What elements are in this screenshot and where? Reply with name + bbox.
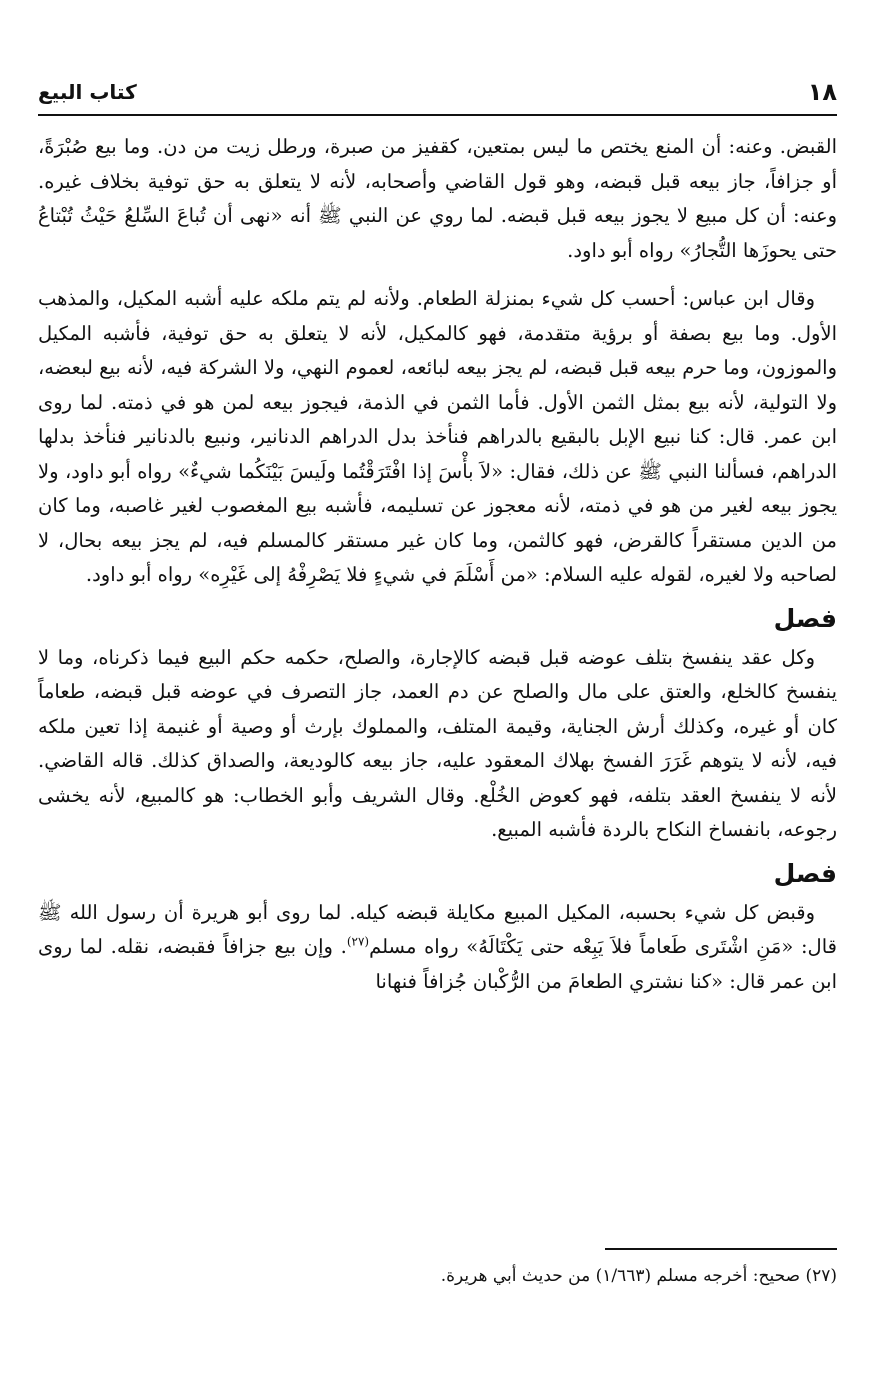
page-header (38, 70, 837, 116)
paragraph-continued: القبض. وعنه: أن المنع يختص ما ليس بمتعين، كقفيز من صبرة، ورطل زيت من دن. وما بيع صُبْرَةً، أو جزافاً، جاز بيعه قبل قبضه، وهو قول القاضي وأصحابه، لأنه لا يتعلق به حق توفية بخلاف غيره. وعنه: أن كل مبيع لا يجوز بيعه قبل قبضه. لما روي عن النبي ﷺ أنه «نهى أن تُباعَ السِّلعُ حَيْثُ تُبْتاعُ حتى يحوزَها التُّجارُ» رواه أبو داود. (38, 135, 837, 262)
footnote-separator (605, 1248, 837, 1250)
footnote: (٢٧) صحيح: أخرجه مسلم (١/٦٦٣) من حديث أبي هريرة. (440, 1266, 837, 1286)
section-paragraph (38, 896, 837, 1000)
section-text-part: . وإن بيع جزافاً فقبضه، نقله. لما روى ابن عمر قال: «كنا نشتري الطعامَ من الرُّكْبان جُزافاً فنهانا (38, 935, 837, 993)
section-paragraph: وكل عقد ينفسخ بتلف عوضه قبل قبضه كالإجارة، والصلح، حكمه حكم البيع فيما ذكرناه، وما لا ينفسخ كالخلع، والعتق على مال والصلح عن دم العمد، جاز التصرف في عوضه قبل قبضه، طعاماً كان أو غيره، وكذلك أرش الجناية، وقيمة المتلف، والمملوك بإرث أو وصية أو غنيمة إذا تعين ملكه فيه، لأنه لا يتوهم غَرَرَ الفسخ بهلاك المعقود عليه، جاز بيعه كالوديعة، والصداق كذلك. قاله القاضي. لأنه لا ينفسخ العقد بتلفه، فهو كعوض الخُلْع. وقال الشريف وأبو الخطاب: هو كالمبيع، لأنه يخشى رجوعه، بانفساخ النكاح بالردة فأشبه المبيع. (38, 645, 837, 841)
footnote-marker: (٢٧) (346, 934, 370, 949)
paragraph: وقال ابن عباس: أحسب كل شيء بمنزلة الطعام. ولأنه لم يتم ملكه عليه أشبه المكيل، والمذهب الأول. وما بيع بصفة أو برؤية متقدمة، فهو كالمكيل، لأنه لا يتعلق به حق توفية، فأشبه المكيل والموزون، وما حرم بيعه قبل قبضه، لم يجز بيعه لبائعه، لعموم النهي، ولا الشركة فيه، لأنه بيع لبعضه، ولا التولية، لأنه بيع بمثل الثمن الأول. فأما الثمن في الذمة، فيجوز بيعه لمن هو في ذمته. لما روى ابن عمر. قال: كنا نبيع الإبل بالبقيع بالدراهم فنأخذ بدل الدراهم الدنانير، ونبيع بالدنانير فنأخذ بدلها الدراهم، فسألنا النبي ﷺ عن ذلك، فقال: «لاَ بأْسَ إذا افْتَرَقْتُما ولَيسَ بَيْنَكُما شيءٌ» رواه أبو داود، ولا يجوز بيعه لغير من هو في ذمته، لأنه معجوز عن تسليمه، فأشبه بيع المغصوب لغير غاصبه، وما كان من الدين مستقراً كالقرض، فهو كالثمن، وما كان غير مستقر كالمسلم فيه، لم يجز بيعه بحال، لا لصاحبه ولا لغيره، لقوله عليه السلام: «من أَسْلَمَ في شيءٍ فلا يَصْرِفْهُ إلى غَيْرِه» رواه أبو داود. (38, 287, 837, 586)
running-title: كتاب البيع (38, 80, 137, 104)
section-heading: فصل (773, 858, 837, 888)
body-text (38, 130, 837, 999)
section-text-part: وقبض كل شيء بحسبه، المكيل المبيع مكايلة قبضه كيله. لما روى أبو هريرة أن رسول الله ﷺ قال: «مَنِ اشْتَرى طَعاماً فلاَ يَبِعْه حتى يَكْتَالَهُ» رواه مسلم (38, 900, 837, 958)
page-number: ١٨ (807, 78, 837, 106)
section-heading: فصل (773, 603, 837, 633)
